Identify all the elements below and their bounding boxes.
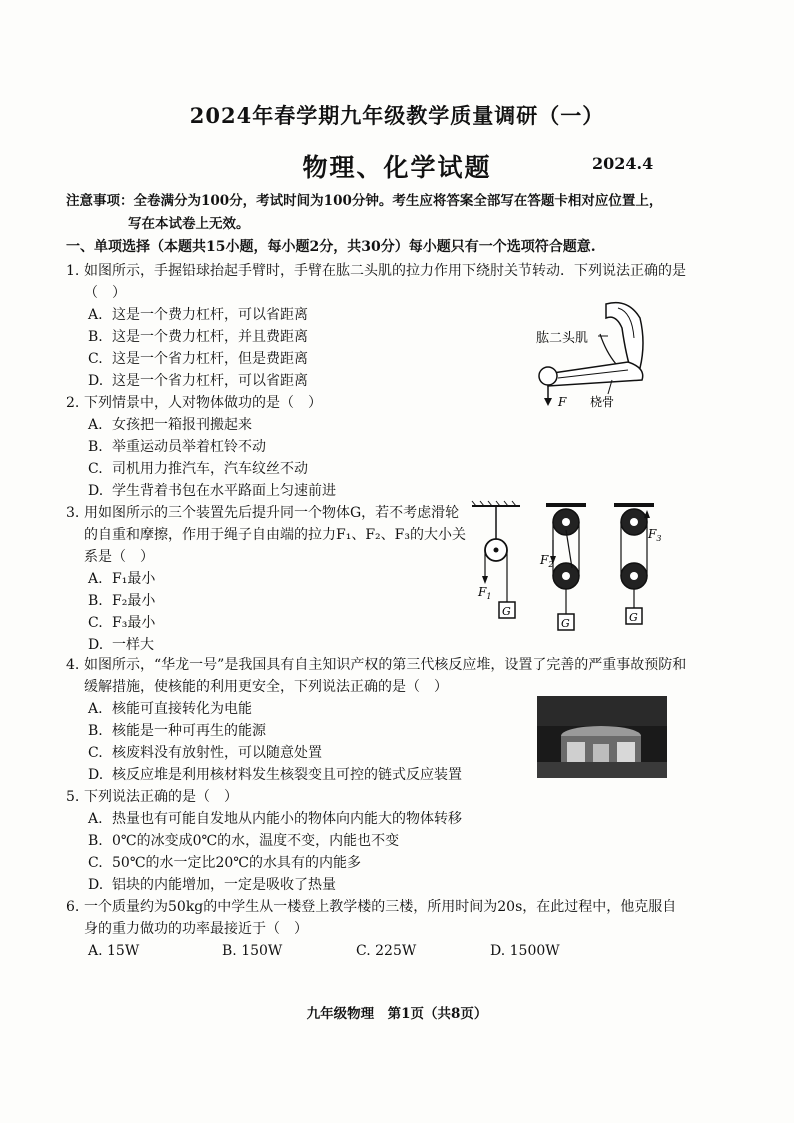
option-c: C. 这是一个省力杠杆，但是费距离	[88, 351, 308, 367]
option-d: D. 1500W	[490, 943, 560, 959]
section-heading: 一、单项选择（本题共15小题，每小题2分，共30分）每小题只有一个选项符合题意.	[66, 239, 596, 255]
option-a: A. 热量也有可能自发地从内能小的物体向内能大的物体转移	[88, 811, 462, 827]
option-a: A. 15W	[88, 943, 140, 959]
exam-title: 2024年春学期九年级教学质量调研（一）	[189, 103, 605, 128]
force-f1: $F_1$	[478, 585, 492, 601]
question-2: 2. 下列情景中，人对物体做功的是（ ） A. 女孩把一箱报刊搬起来 B. 举重运动员举着杠铃不动 C. 司机用力推汽车，汽车纹丝不动 D. 学生背着书包在水平路面上匀速前进	[66, 392, 506, 502]
option-a: A. F₁最小	[88, 571, 156, 587]
option-b: B. 这是一个费力杠杆，并且费距离	[88, 329, 308, 345]
option-d: D. 铝块的内能增加，一定是吸收了热量	[88, 877, 336, 893]
option-b: B. 0℃的冰变成0℃的水，温度不变，内能也不变	[88, 833, 400, 849]
force-f2: $F_2$	[540, 553, 554, 569]
option-b: B. 150W	[222, 943, 283, 959]
notice-line-1: 注意事项：全卷满分为100分，考试时间为100分钟。考生应将答案全部写在答题卡相对应位置上，	[66, 193, 663, 209]
bone-label: 桡骨	[590, 395, 615, 408]
options-row	[66, 940, 688, 962]
muscle-label: 肱二头肌	[536, 331, 589, 346]
question-5: 5. 下列说法正确的是（ ） A. 热量也有可能自发地从内能小的物体向内能大的物体转移 B. 0℃的冰变成0℃的水，温度不变，内能也不变 C. 50℃的水一定比20℃的水具有的内能多 D. 铝块的内能增加，一定是吸收了热量	[66, 786, 686, 896]
option-b: B. 核能是一种可再生的能源	[88, 723, 266, 739]
weight-g-1: G	[502, 605, 511, 618]
option-c: C. 50℃的水一定比20℃的水具有的内能多	[88, 855, 361, 871]
pulley-figure	[468, 500, 668, 642]
option-d: D. 核反应堆是利用核材料发生核裂变且可控的链式反应装置	[88, 767, 462, 783]
option-a: A. 核能可直接转化为电能	[88, 701, 252, 717]
option-a: A. 这是一个费力杠杆，可以省距离	[88, 307, 308, 323]
question-stem: 如图所示，手握铅球抬起手臂时，手臂在肱二头肌的拉力作用下绕肘关节转动．下列说法正确的是（ ）	[84, 263, 686, 301]
option-b: B. F₂最小	[88, 593, 156, 609]
force-label: F	[558, 395, 567, 408]
option-d: D. 这是一个省力杠杆，可以省距离	[88, 373, 308, 389]
notice-block	[66, 190, 746, 236]
exam-subtitle	[0, 148, 794, 184]
weight-g-2: G	[561, 617, 570, 630]
question-3: 3. 用如图所示的三个装置先后提升同一个物体G，若不考虑滑轮的自重和摩擦，作用于绳子自由端的拉力F₁、F₂、F₃的大小关系是（ ） A. F₁最小 B. F₂最小 C. F₃最小 D. 一样大	[66, 502, 466, 656]
option-b: B. 举重运动员举着杠铃不动	[88, 439, 266, 455]
option-c: C. 核废料没有放射性，可以随意处置	[88, 745, 322, 761]
option-d: D. 学生背着书包在水平路面上匀速前进	[88, 483, 336, 499]
question-number: 1.	[66, 263, 80, 279]
option-c: C. 司机用力推汽车，汽车纹丝不动	[88, 461, 308, 477]
reactor-photo	[537, 696, 667, 778]
arm-lever-figure	[528, 298, 668, 408]
exam-date: 2024.4	[592, 154, 654, 173]
weight-g-3: G	[629, 611, 638, 624]
question-4: 4. 如图所示，“华龙一号”是我国具有自主知识产权的第三代核反应堆，设置了完善的严重事故预防和缓解措施，使核能的利用更安全，下列说法正确的是（ ） A. 核能可直接转化为电能 B. 核能是一种可再生的能源 C. 核废料没有放射性，可以随意处置 D. 核反应堆是利用核材料发生核裂变且可控的链式反应装置	[66, 654, 688, 786]
option-c: C. 225W	[356, 943, 417, 959]
question-6: 6. 一个质量约为50kg的中学生从一楼登上教学楼的三楼，所用时间为20s，在此过程中，他克服自身的重力做功的功率最接近于（ ） A. 15W B. 150W C. 225W D. 1500W	[66, 896, 688, 962]
option-c: C. F₃最小	[88, 615, 156, 631]
option-a: A. 女孩把一箱报刊搬起来	[88, 417, 252, 433]
option-d: D. 一样大	[88, 637, 154, 653]
force-f3: $F_3$	[648, 527, 662, 543]
notice-line-2: 写在本试卷上无效。	[128, 216, 250, 232]
subject-title: 物理、化学试题	[302, 153, 492, 182]
page-footer: 九年级物理 第1页（共8页）	[306, 1006, 488, 1022]
